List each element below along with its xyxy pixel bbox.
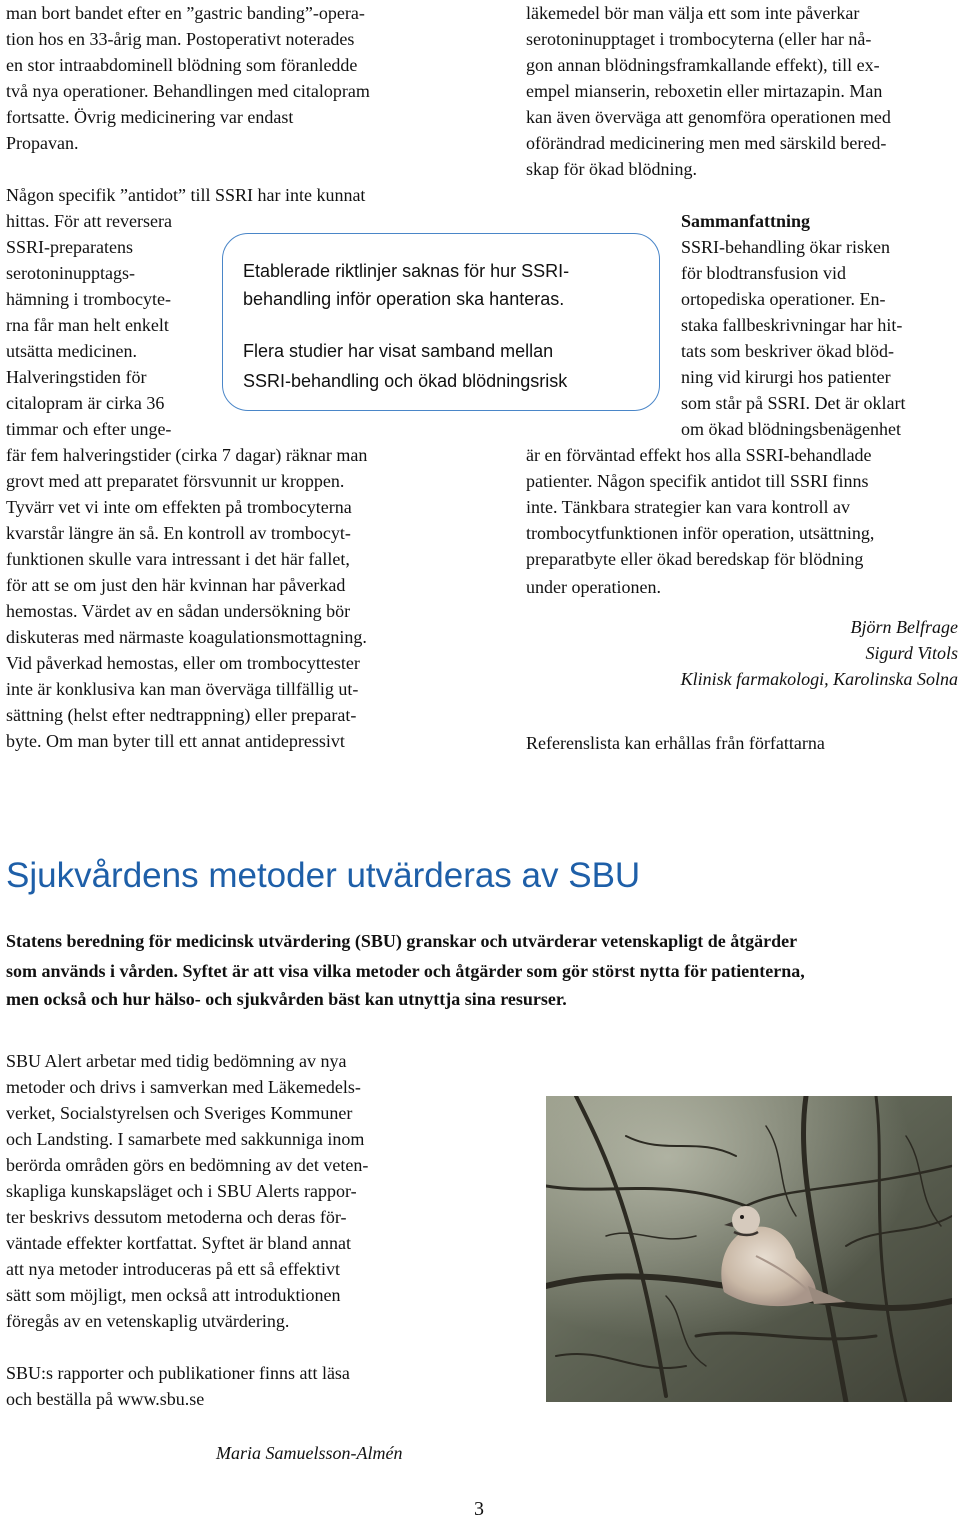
text-line: hemostas. Värdet av en sådan undersökning bör (6, 601, 351, 621)
text-line: Tyvärr vet vi inte om effekten på trombocyterna (6, 497, 352, 517)
text-line: inte. Tänkbara strategier kan vara kontroll av (526, 497, 851, 517)
text-line: grovt med att preparatet försvunnit ur kroppen. (6, 471, 345, 491)
text-line: oförändrad medicinering men med särskild bered- (526, 133, 887, 153)
author-name: Björn Belfrage (850, 617, 958, 637)
reference-note: Referenslista kan erhållas från författarna (526, 733, 825, 753)
text-line: skap för ökad blödning. (526, 159, 697, 179)
text-line: ning vid kirurgi hos patienter (681, 367, 891, 387)
section-heading: Sjukvårdens metoder utvärderas av SBU (6, 856, 641, 895)
page-number: 3 (474, 1498, 484, 1520)
text-line: trombocytfunktionen inför operation, utsättning, (526, 523, 875, 543)
text-line: för blodtransfusion vid (681, 263, 846, 283)
text-line: gon annan blödningsframkallande effekt), till ex- (526, 55, 880, 75)
text-line: som står på SSRI. Det är oklart (681, 393, 906, 413)
pull-quote-box (222, 233, 660, 411)
intro-line: Statens beredning för medicinsk utvärdering (SBU) granskar och utvärderar vetenskapligt de åtgärder (6, 931, 798, 951)
text-line: SSRI-behandling ökar risken (681, 237, 890, 257)
text-line: en stor intraabdominell blödning som föranledde (6, 55, 358, 75)
text-line: Någon specifik ”antidot” till SSRI har inte kunnat (6, 185, 366, 205)
text-line: preparatbyte eller ökad beredskap för blödning (526, 549, 864, 569)
text-line: två nya operationer. Behandlingen med citalopram (6, 81, 370, 101)
text-line: serotoninupptaget i trombocyterna (eller har nå- (526, 29, 872, 49)
pull-quote-line: SSRI-behandling och ökad blödningsrisk (243, 371, 568, 391)
text-line: staka fallbeskrivningar har hit- (681, 315, 903, 335)
text-line: SBU Alert arbetar med tidig bedömning av nya (6, 1051, 347, 1071)
text-line: och Landsting. I samarbete med sakkunniga inom (6, 1129, 365, 1149)
text-line: diskuteras med närmaste koagulationsmottagning. (6, 627, 367, 647)
intro-line: men också och hur hälso- och sjukvården bäst kan utnyttja sina resurser. (6, 989, 567, 1009)
text-line: funktionen skulle vara intressant i det här fallet, (6, 549, 350, 569)
text-line: om ökad blödningsbenägenhet (681, 419, 901, 439)
text-line: citalopram är cirka 36 (6, 393, 165, 413)
text-line: sätt som möjligt, men också att introduktionen (6, 1285, 341, 1305)
text-line: och beställa på www.sbu.se (6, 1389, 205, 1409)
text-line: ortopediska operationer. En- (681, 289, 886, 309)
text-line: väntade effekter kortfattat. Syftet är bland annat (6, 1233, 352, 1253)
pull-quote-line: Etablerade riktlinjer saknas för hur SSRI- (243, 261, 570, 281)
text-line: Propavan. (6, 133, 79, 153)
text-line: rna får man helt enkelt (6, 315, 169, 335)
text-line: SBU:s rapporter och publikationer finns att läsa (6, 1363, 350, 1383)
text-line: hittas. För att reversera (6, 211, 172, 231)
intro-line: som används i vården. Syftet är att visa vilka metoder och åtgärder som gör störst nytta för patienterna, (6, 961, 805, 981)
text-line: byte. Om man byter till ett annat antidepressivt (6, 731, 345, 751)
text-line: verket, Socialstyrelsen och Sveriges Kommuner (6, 1103, 353, 1123)
text-line: timmar och efter unge- (6, 419, 172, 439)
text-line: fortsatte. Övrig medicinering var endast (6, 107, 294, 127)
pull-quote-line: behandling inför operation ska hanteras. (243, 289, 565, 309)
author-name: Sigurd Vitols (865, 643, 958, 663)
text-line: att nya metoder introduceras på ett så effektivt (6, 1259, 341, 1279)
text-line: under operationen. (526, 577, 661, 597)
dove-photo (546, 1096, 952, 1402)
text-line: fär fem halveringstider (cirka 7 dagar) räknar man (6, 445, 368, 465)
dove-image (546, 1096, 952, 1402)
text-line: SSRI-preparatens (6, 237, 133, 257)
text-line: tats som beskriver ökad blöd- (681, 341, 894, 361)
text-line: är en förväntad effekt hos alla SSRI-behandlade (526, 445, 872, 465)
text-line: Halveringstiden för (6, 367, 147, 387)
text-line: inte är konklusiva kan man överväga tillfällig ut- (6, 679, 359, 699)
text-line: Vid påverkad hemostas, eller om trombocyttester (6, 653, 360, 673)
text-line: läkemedel bör man välja ett som inte påverkar (526, 3, 860, 23)
text-line: man bort bandet efter en ”gastric banding”-opera- (6, 3, 365, 23)
text-line: tion hos en 33-årig man. Postoperativt noterades (6, 29, 355, 49)
text-line: kvarstår längre än så. En kontroll av trombocyt- (6, 523, 351, 543)
summary-heading: Sammanfattning (681, 211, 811, 231)
text-line: utsätta medicinen. (6, 341, 137, 361)
text-line: berörda områden görs en bedömning av det veten- (6, 1155, 369, 1175)
signature: Maria Samuelsson-Almén (216, 1443, 403, 1463)
author-affiliation: Klinisk farmakologi, Karolinska Solna (680, 669, 958, 689)
text-line: empel mianserin, reboxetin eller mirtazapin. Man (526, 81, 883, 101)
text-line: patienter. Någon specifik antidot till SSRI finns (526, 471, 869, 491)
text-line: skapliga kunskapsläget och i SBU Alerts rappor- (6, 1181, 357, 1201)
text-line: hämning i trombocyte- (6, 289, 171, 309)
text-line: för att se om just den här kvinnan har påverkad (6, 575, 346, 595)
text-line: metoder och drivs i samverkan med Läkemedels- (6, 1077, 361, 1097)
text-line: kan även överväga att genomföra operationen med (526, 107, 891, 127)
pull-quote-line: Flera studier har visat samband mellan (243, 341, 554, 361)
text-line: sättning (helst efter nedtrappning) eller preparat- (6, 705, 357, 725)
text-line: ter beskrivs dessutom metoderna och deras för- (6, 1207, 347, 1227)
text-line: serotoninupptags- (6, 263, 135, 283)
text-line: föregås av en vetenskaplig utvärdering. (6, 1311, 290, 1331)
